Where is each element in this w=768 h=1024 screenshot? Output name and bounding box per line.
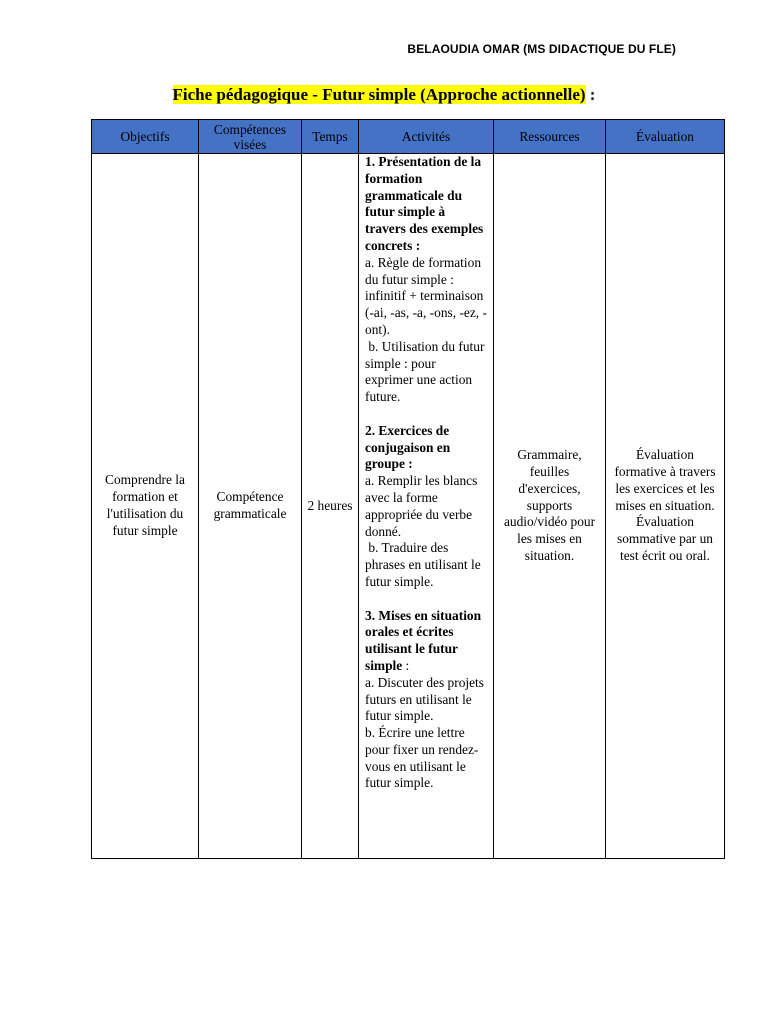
column-header-evaluation: Évaluation (606, 120, 725, 154)
column-header-competences: Compétences visées (199, 120, 302, 154)
cell-evaluation: Évaluation formative à travers les exercices et les mises en situation. Évaluation sommative par un test écrit ou oral. (606, 154, 725, 859)
activity-item: b. Écrire une lettre pour fixer un rendez-vous en utilisant le futur simple. (365, 725, 479, 791)
cell-objectifs: Comprendre la formation et l'utilisation du futur simple (92, 154, 199, 859)
activity-heading: 3. Mises en situation orales et écrites utilisant le futur simple (365, 607, 482, 673)
lesson-plan-table (91, 119, 725, 859)
cell-ressources: Grammaire, feuilles d'exercices, supports audio/vidéo pour les mises en situation. (494, 154, 606, 859)
activity-section-3 (365, 608, 487, 793)
column-header-temps: Temps (302, 120, 359, 154)
column-header-objectifs: Objectifs (92, 120, 199, 154)
activity-heading: 2. Exercices de conjugaison en groupe : (365, 422, 451, 472)
document-title-text: Fiche pédagogique - Futur simple (Approche actionnelle) (172, 85, 586, 104)
document-title (0, 85, 768, 105)
activity-item: b. Traduire des phrases en utilisant le futur simple. (365, 540, 485, 589)
activity-heading: 1. Présentation de la formation grammaticale du futur simple à travers des exemples concrets : (365, 154, 484, 253)
activity-section-1 (365, 154, 487, 406)
table-header-row (92, 120, 725, 154)
cell-competences: Compétence grammaticale (199, 154, 302, 859)
activity-item: b. Utilisation du futur simple : pour exprimer une action future. (365, 338, 488, 405)
table-row (92, 154, 725, 859)
activity-item: a. Règle de formation du futur simple : infinitif + terminaison (-ai, -as, -a, -ons, -ez, -ont). (365, 254, 487, 337)
activity-item: a. Remplir les blancs avec la forme appropriée du verbe donné. (365, 473, 478, 539)
activity-item: a. Discuter des projets futurs en utilisant le futur simple. (365, 674, 484, 724)
activity-heading-tail: : (402, 657, 410, 673)
column-header-activites: Activités (359, 120, 494, 154)
page-header-author: BELAOUDIA OMAR (MS DIDACTIQUE DU FLE) (407, 42, 676, 56)
cell-activites (359, 154, 494, 859)
document-title-suffix: : (585, 85, 596, 104)
column-header-ressources: Ressources (494, 120, 606, 154)
activity-section-2 (365, 423, 487, 591)
cell-temps: 2 heures (302, 154, 359, 859)
